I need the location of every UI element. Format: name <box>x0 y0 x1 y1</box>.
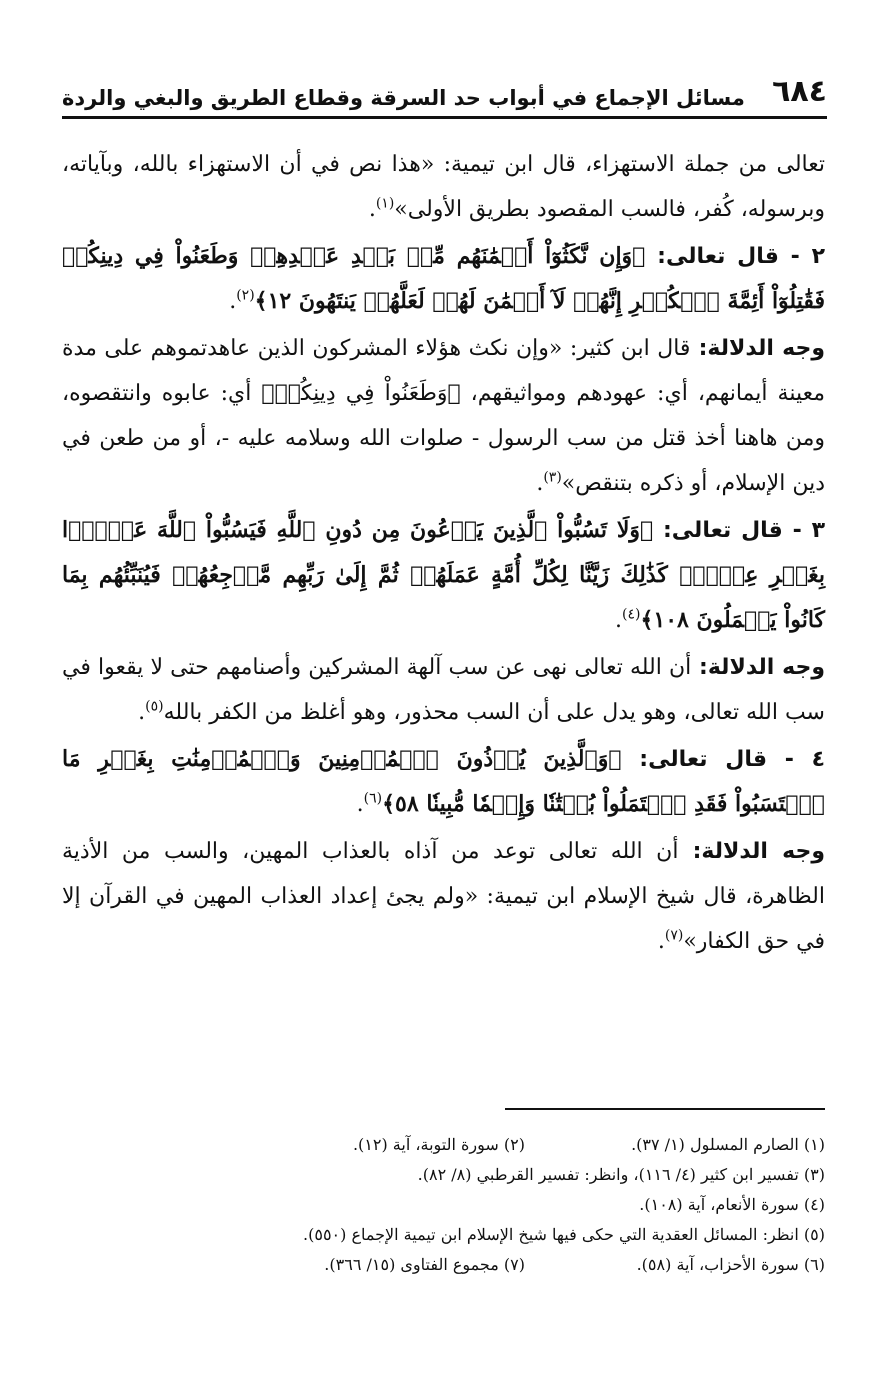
footnote-row <box>62 1250 825 1280</box>
footnote: (٧) مجموع الفتاوى (١٥/ ٣٦٦). <box>324 1255 525 1274</box>
paragraph-end: . <box>138 700 146 725</box>
paragraph-text: أن الله تعالى نهى عن سب آلهة المشركين وأصنامهم حتى لا يقعوا في سب الله تعالى، وهو يدل على أن السب محذور، وهو أغلظ من الكفر بالله <box>62 655 825 725</box>
footnote: (٦) سورة الأحزاب، آية (٥٨). <box>636 1255 825 1274</box>
paragraph-lead: وجه الدلالة: <box>690 336 825 361</box>
page-number: ٦٨٤ <box>772 74 827 109</box>
paragraph-end: . <box>536 471 544 496</box>
footnote: (٣) تفسير ابن كثير (٤/ ١١٦)، وانظر: تفسير القرطبي (٨/ ٨٢). <box>417 1165 825 1184</box>
paragraph <box>62 737 825 827</box>
footnotes <box>62 1130 825 1280</box>
footnote-divider <box>505 1108 825 1110</box>
footnote-ref: (٢) <box>236 287 255 304</box>
paragraph <box>62 142 825 232</box>
page-header <box>62 64 827 119</box>
paragraph-text: أن الله تعالى توعد من آذاه بالعذاب المهين، والسب من الأذية الظاهرة، قال شيخ الإسلام ابن تيمية: «ولم يجئ إعداد العذاب المهين في القرآن إلا في حق الكفار» <box>62 839 825 954</box>
quran-verse: ﴿وَإِن نَّكَثُوٓاْ أَيۡمَٰنَهُم مِّنۢ بَعۡدِ عَهۡدِهِمۡ وَطَعَنُواْ فِي دِينِكُمۡ فَقَٰتِلُوٓاْ أَئِمَّةَ ٱلۡكُفۡرِ إِنَّهُمۡ لَآ أَيۡمَٰنَ لَهُمۡ لَعَلَّهُمۡ يَنتَهُونَ ١٢﴾ <box>62 243 825 314</box>
paragraph-lead: وجه الدلالة: <box>691 655 826 680</box>
footnote-ref: (٤) <box>622 606 641 623</box>
paragraph <box>62 326 825 506</box>
paragraph <box>62 829 825 964</box>
paragraph-end: . <box>356 792 364 817</box>
footnote-ref: (٧) <box>664 927 684 944</box>
footnote-ref: (١) <box>375 195 395 212</box>
footnote-row <box>62 1130 825 1160</box>
running-title: مسائل الإجماع في أبواب حد السرقة وقطاع الطريق والبغي والردة <box>62 86 745 110</box>
footnote: (٤) سورة الأنعام، آية (١٠٨). <box>639 1195 825 1214</box>
footnote-ref: (٣) <box>543 469 562 486</box>
footnote: (١) الصارم المسلول (١/ ٣٧). <box>631 1135 825 1154</box>
footnote: (٥) انظر: المسائل العقدية التي حكى فيها شيخ الإسلام ابن تيمية الإجماع (٥٥٠). <box>303 1225 825 1244</box>
paragraph <box>62 645 825 735</box>
paragraph <box>62 508 825 643</box>
paragraph-end: . <box>615 608 623 633</box>
paragraph-text: قال ابن كثير: «وإن نكث هؤلاء المشركون الذين عاهدتموهم على مدة معينة أيمانهم، أي: عهودهم ومواثيقهم، ﴿وَطَعَنُواْ فِي دِينِكُمۡ﴾ أي: عابوه وانتقصوه، ومن هاهنا أخذ قتل من سب الرسول - صلوات الله وسلامه عليه -، أو من طعن في دين الإسلام، أو ذكره بتنقص» <box>62 336 825 496</box>
paragraph-end: . <box>657 929 665 954</box>
footnote: (٢) سورة التوبة، آية (١٢). <box>352 1135 525 1154</box>
paragraph-end: . <box>368 197 376 222</box>
quran-verse: ﴿وَٱلَّذِينَ يُؤۡذُونَ ٱلۡمُؤۡمِنِينَ وَٱلۡمُؤۡمِنَٰتِ بِغَيۡرِ مَا ٱكۡتَسَبُواْ فَقَدِ ٱحۡتَمَلُواْ بُهۡتَٰنٗا وَإِثۡمٗا مُّبِينٗا ٥٨﴾ <box>62 746 825 817</box>
paragraph-lead: ٢ - قال تعالى: <box>645 244 826 269</box>
paragraph-end: . <box>229 289 237 314</box>
paragraph-lead: ٤ - قال تعالى: <box>621 747 826 772</box>
paragraph-text: تعالى من جملة الاستهزاء، قال ابن تيمية: «هذا نص في أن الاستهزاء بالله، وبآياته، وبرسوله، كُفر، فالسب المقصود بطريق الأولى» <box>62 152 825 222</box>
main-text <box>62 142 825 966</box>
paragraph <box>62 234 825 324</box>
paragraph-lead: وجه الدلالة: <box>678 839 825 864</box>
paragraph-lead: ٣ - قال تعالى: <box>653 518 825 543</box>
footnote-ref: (٥) <box>145 698 164 715</box>
footnote-ref: (٦) <box>363 790 383 807</box>
quran-verse: ﴿وَلَا تَسُبُّواْ ٱلَّذِينَ يَدۡعُونَ مِن دُونِ ٱللَّهِ فَيَسُبُّواْ ٱللَّهَ عَدۡوَۢا بِغَيۡرِ عِلۡمٖۗ كَذَٰلِكَ زَيَّنَّا لِكُلِّ أُمَّةٍ عَمَلَهُمۡ ثُمَّ إِلَىٰ رَبِّهِم مَّرۡجِعُهُمۡ فَيُنَبِّئُهُم بِمَا كَانُواْ يَعۡمَلُونَ ١٠٨﴾ <box>62 517 825 633</box>
